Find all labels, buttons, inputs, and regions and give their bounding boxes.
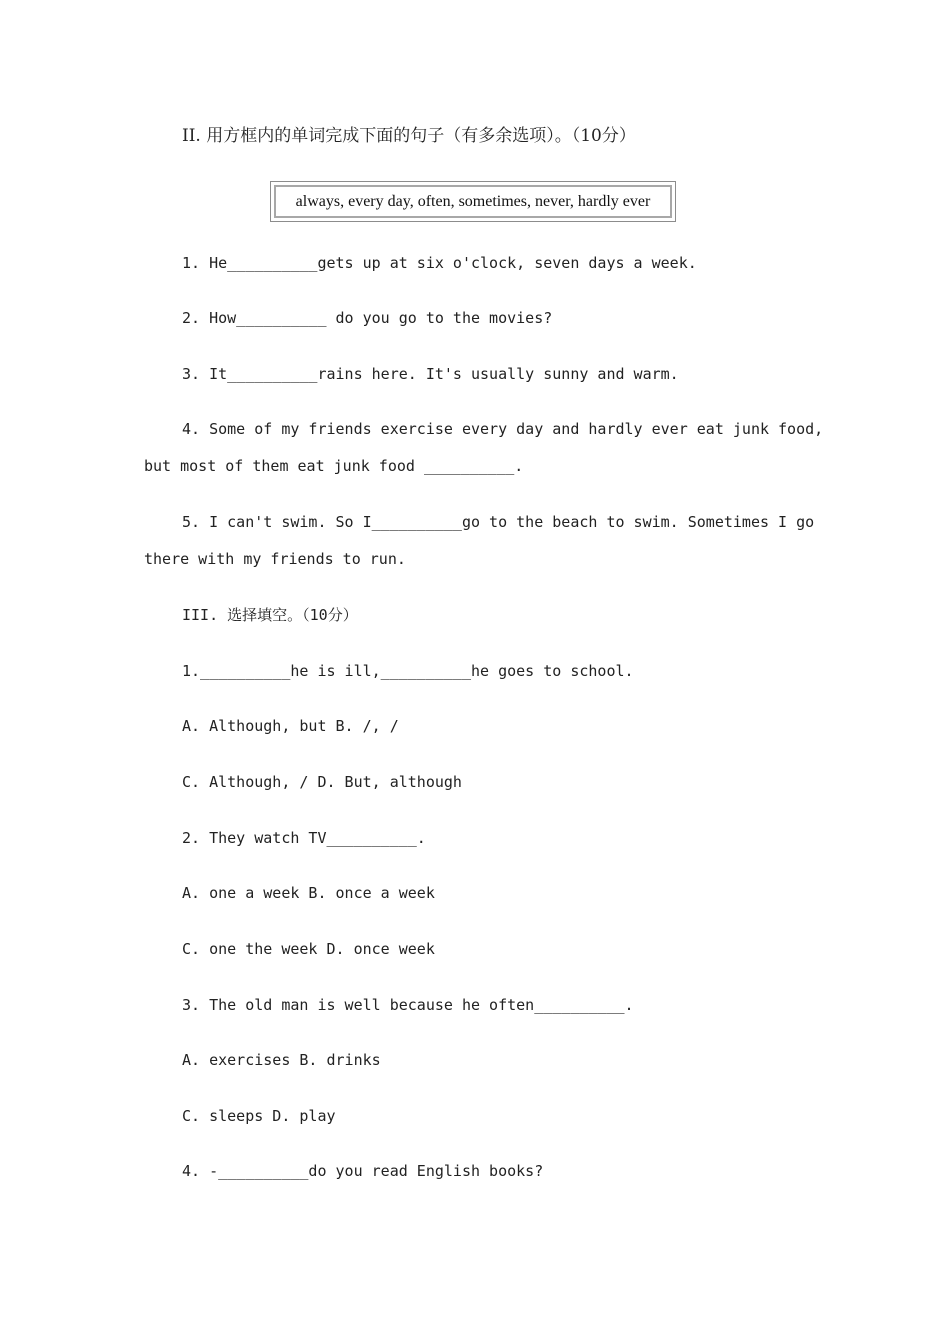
question-line: there with my friends to run. xyxy=(144,550,406,568)
question-line: 3. The old man is well because he often__________. xyxy=(182,996,634,1014)
question-line: 2. They watch TV__________. xyxy=(182,829,426,847)
option-line: C. sleeps D. play xyxy=(182,1107,336,1125)
option-line: A. one a week B. once a week xyxy=(182,884,435,902)
word-box-text: always, every day, often, sometimes, never, hardly ever xyxy=(274,185,672,218)
option-line: C. Although, / D. But, although xyxy=(182,773,462,791)
question-line: 4. Some of my friends exercise every day and hardly ever eat junk food, xyxy=(182,420,824,438)
option-line: A. exercises B. drinks xyxy=(182,1051,381,1069)
question-line: 4. -__________do you read English books? xyxy=(182,1162,544,1180)
question-line: 1. He__________gets up at six o'clock, seven days a week. xyxy=(182,254,697,272)
question-line: 5. I can't swim. So I__________go to the beach to swim. Sometimes I go xyxy=(182,513,815,531)
question-line: but most of them eat junk food __________. xyxy=(144,457,524,475)
section-2-heading: II. 用方框内的单词完成下面的句子（有多余选项）。（10分） xyxy=(182,126,636,146)
question-line: 3. It__________rains here. It's usually sunny and warm. xyxy=(182,365,679,383)
section-3-heading: III. 选择填空。（10分） xyxy=(182,606,358,624)
question-line: 2. How__________ do you go to the movies? xyxy=(182,309,553,327)
question-line: 1.__________he is ill,__________he goes to school. xyxy=(182,662,634,680)
option-line: C. one the week D. once week xyxy=(182,940,435,958)
word-box xyxy=(270,181,676,222)
option-line: A. Although, but B. /, / xyxy=(182,717,399,735)
